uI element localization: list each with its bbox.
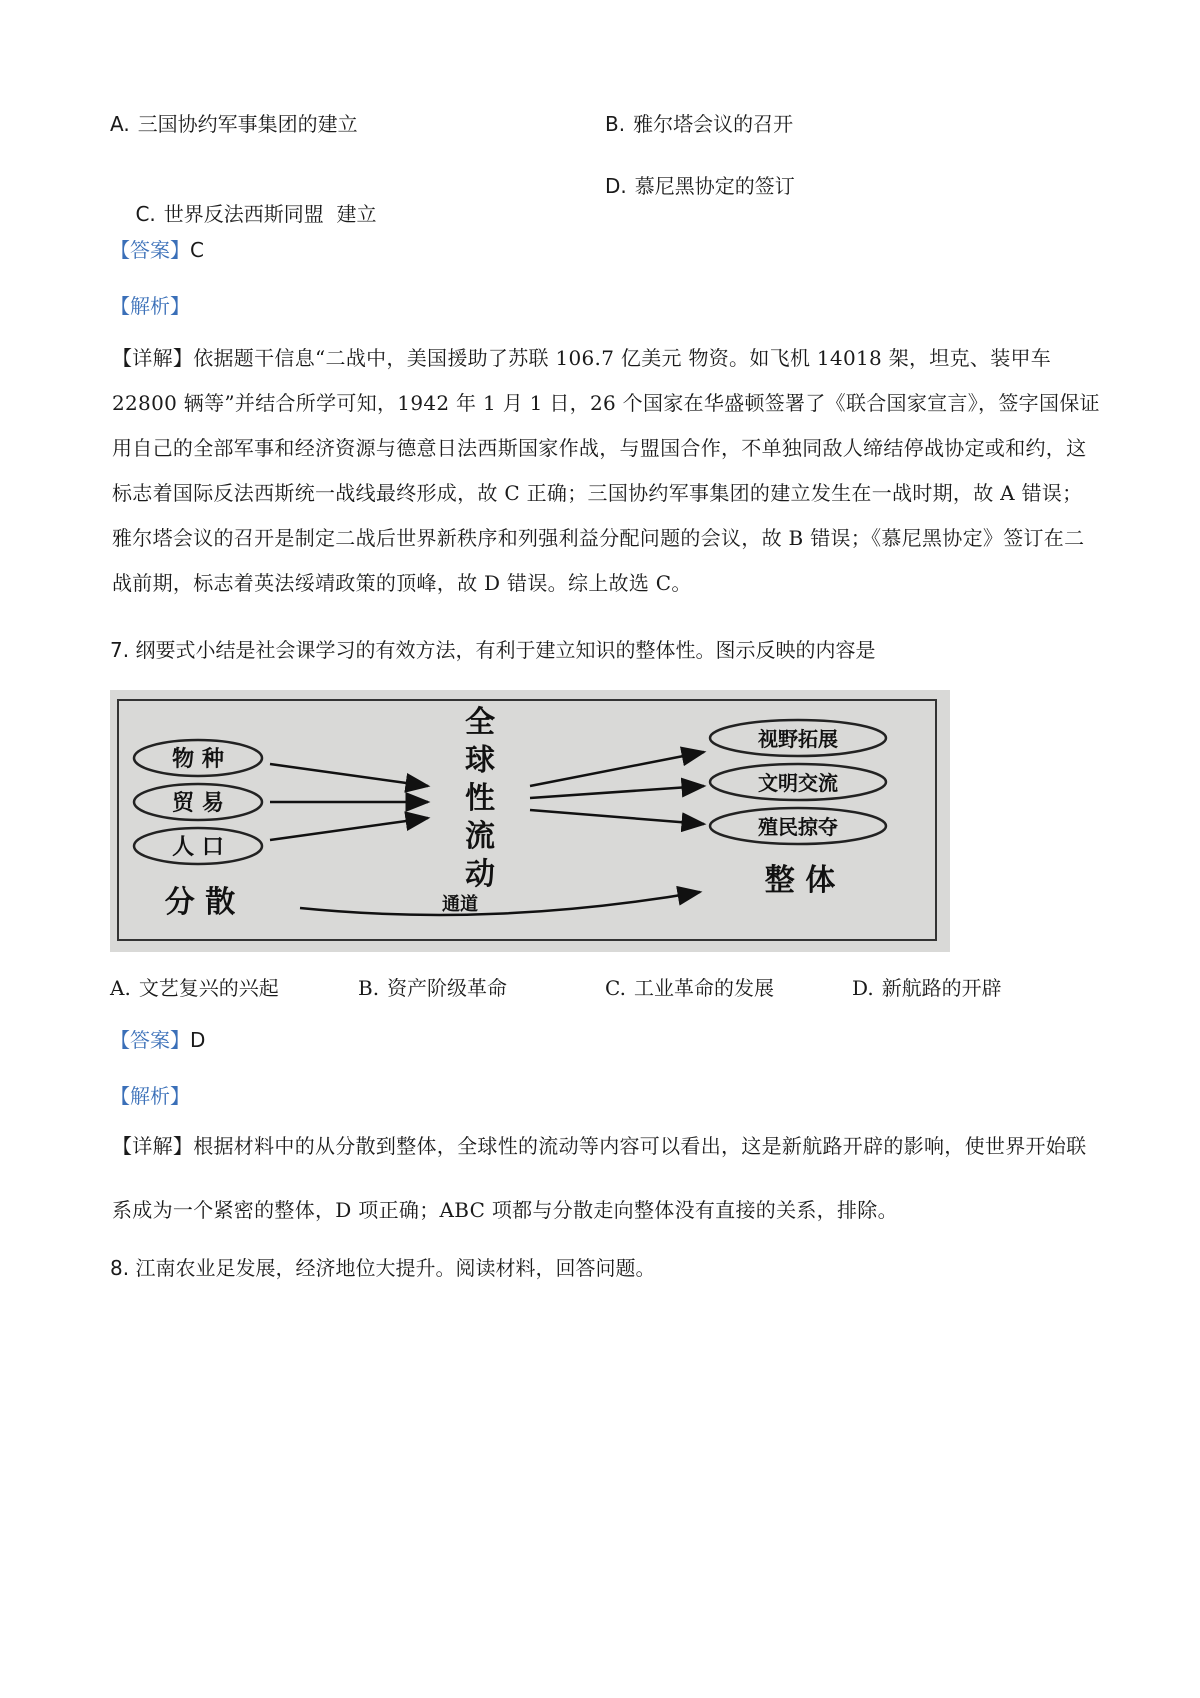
bottom-mid-label: 通道 (442, 894, 478, 915)
arrow-bottom (300, 892, 700, 915)
answer-tag: 【答案】 (110, 1028, 190, 1052)
question-text: 江南农业足发展，经济地位大提升。阅读材料，回答问题。 (135, 1256, 656, 1280)
figure-diagram (110, 690, 950, 952)
detail-tag: 【详解】 (112, 1134, 194, 1158)
option-label: C. (605, 976, 626, 1000)
q6-detail (112, 336, 1102, 606)
q7-stem (110, 636, 875, 664)
arrow-left-3 (270, 818, 428, 840)
bottom-right-label: 整 体 (764, 863, 836, 898)
center-char-1: 全 (465, 705, 495, 740)
option-text: 文艺复兴的兴起 (138, 976, 279, 1000)
option-text: 新航路的开辟 (881, 976, 1002, 1000)
option-label: B. (605, 112, 626, 136)
right-item-1: 视野拓展 (758, 727, 838, 751)
detail-text: 根据材料中的从分散到整体，全球性的流动等内容可以看出，这是新航路开辟的影响，使世界开始联系成为一个紧密的整体，D 项正确；ABC 项都与分散走向整体没有直接的关系，排除。 (112, 1134, 1087, 1222)
option-text: 雅尔塔会议的召开 (633, 112, 794, 136)
question-number: 8. (110, 1256, 130, 1280)
center-char-4: 流 (465, 819, 495, 854)
q6-analysis-tag: 【解析】 (110, 294, 190, 318)
q6-option-b (605, 110, 793, 138)
q6-answer (110, 236, 204, 264)
q7-analysis-tag: 【解析】 (110, 1084, 190, 1108)
option-label: D. (605, 174, 627, 198)
q7-option-c (605, 972, 774, 1001)
answer-tag: 【答案】 (110, 238, 190, 262)
question-text: 纲要式小结是社会课学习的有效方法，有利于建立知识的整体性。图示反映的内容是 (135, 638, 876, 662)
answer-value: D (190, 1028, 206, 1052)
option-label: D. (852, 976, 874, 1000)
center-char-3: 性 (465, 781, 495, 816)
q7-answer (110, 1026, 205, 1054)
center-char-2: 球 (465, 743, 495, 778)
option-label: A. (110, 976, 131, 1000)
option-text: 世界反法西斯同盟 建立 (163, 202, 377, 226)
question-number: 7. (110, 638, 130, 662)
q7-options (110, 972, 1010, 1002)
q7-detail (112, 1114, 1102, 1242)
detail-tag: 【详解】 (112, 346, 194, 370)
left-item-1: 物 种 (172, 747, 224, 772)
q8-stem (110, 1254, 655, 1282)
option-text: 三国协约军事集团的建立 (137, 112, 358, 136)
option-text: 工业革命的发展 (633, 976, 774, 1000)
arrow-right-2 (530, 786, 704, 798)
option-text: 慕尼黑协定的签订 (634, 174, 795, 198)
bottom-left-label: 分 散 (164, 885, 236, 920)
option-label: A. (110, 112, 130, 136)
right-item-2: 文明交流 (758, 771, 838, 795)
q7-figure (110, 690, 950, 952)
option-label: B. (358, 976, 380, 1000)
q7-option-b (358, 972, 507, 1001)
arrow-right-3 (530, 810, 704, 824)
answer-value: C (190, 238, 204, 262)
left-item-2: 贸 易 (172, 791, 224, 816)
option-text: 资产阶级革命 (387, 976, 508, 1000)
q6-option-d (605, 172, 795, 200)
arrow-left-1 (270, 764, 428, 786)
option-label: C. (135, 202, 156, 226)
center-char-5: 动 (465, 857, 495, 892)
q7-option-d (852, 972, 1002, 1001)
arrow-right-1 (530, 752, 704, 786)
detail-text: 依据题干信息“二战中，美国援助了苏联 106.7 亿美元 物资。如飞机 14018 架，坦克、装甲车 22800 辆等”并结合所学可知，1942 年 1 月 1 日，26 个国家在华盛顿签署了《联合国家宣言》，签字国保证用自己的全部军事和经济资源与德意日法西斯国家作战，与盟国合作，不单独同敌人缔结停战协定或和约，这标志着国际反法西斯统一战线最终形成，故 C 正确；三国协约军事集团的建立发生在一战时期，故 A 错误；雅尔塔会议的召开是制定二战后世界新秩序和列强利益分配问题的会议，故 B 错误；《慕尼黑协定》签订在二战前期，标志着英法绥靖政策的顶峰，故 D 错误。综上故选 C。 (112, 346, 1100, 595)
right-item-3: 殖民掠夺 (758, 815, 838, 839)
q6-option-a (110, 110, 358, 138)
q7-option-a (110, 972, 279, 1001)
left-item-3: 人 口 (172, 835, 224, 860)
